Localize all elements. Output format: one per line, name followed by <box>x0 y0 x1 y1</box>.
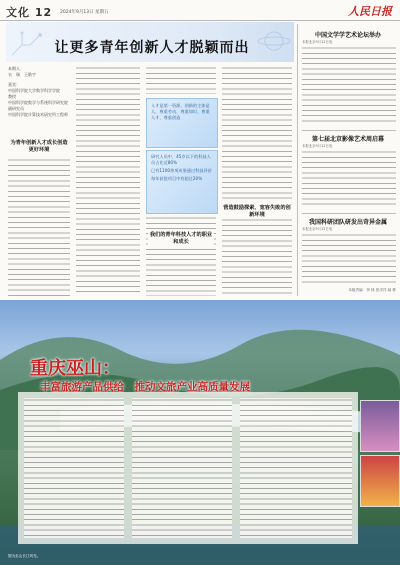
article-body-col2 <box>76 66 140 296</box>
page-title: 让更多青年创新人才脱颖而出 <box>54 40 250 56</box>
stat-2: 已有1100余项成果通过科技评价 <box>151 168 212 173</box>
stat-3: 每年获批项目中有超过20% <box>151 176 203 181</box>
byline-block <box>8 66 70 118</box>
article-body-col3-top <box>146 66 216 94</box>
news-dateline-1: 本报北京9月12日电 <box>302 40 333 44</box>
article-body-col4b <box>222 218 292 296</box>
feature-title: 重庆巫山： <box>30 358 120 379</box>
article-body-col4 <box>222 66 292 202</box>
subhead-1: 为青年创新人才成长创造更好环境 <box>10 140 68 153</box>
column-divider <box>297 24 298 296</box>
guest-2: 中国科学院数学与系统科学研究院副研究员 <box>8 100 68 111</box>
masthead <box>0 0 400 21</box>
newspaper-logo: 人民日报 <box>348 5 392 18</box>
news-body-1 <box>302 46 396 124</box>
article-body-col1 <box>8 158 70 296</box>
news-dateline-2: 本报北京9月12日电 <box>302 144 333 148</box>
feature-text-panel <box>18 392 358 544</box>
news-body-2 <box>302 150 396 208</box>
feature-subtitle: 丰富旅游产品供给 推动文旅产业高质量发展 <box>40 381 250 393</box>
issue-date: 2024年9月13日 星期五 <box>60 10 109 15</box>
subhead-2: 营造鼓励探索、宽容失败的创新环境 <box>223 205 291 218</box>
guests-label: 嘉宾： <box>8 82 20 87</box>
feature-body-col1 <box>24 398 124 538</box>
section-label: 文化 12 <box>6 6 53 19</box>
article-body-col3 <box>146 216 216 296</box>
feature-caption: 图为巫山长江风光。 <box>8 554 41 558</box>
stat-1: 研究人员中，45岁以下的科技人员占比近80% <box>151 154 211 165</box>
news-body-3 <box>302 233 396 283</box>
feature-body-col2 <box>132 398 232 538</box>
news-divider-2 <box>302 213 396 214</box>
feature-thumbnail-1 <box>360 400 400 452</box>
byline-label: 本期人： <box>8 66 24 71</box>
subhead-3: 我们的青年科技人才的职业和成长 <box>149 232 213 245</box>
stat-box <box>146 150 218 214</box>
editor-credits: 本版责编：李 林 张洋洋 郝 彬 <box>348 288 396 292</box>
highlight-box <box>146 98 218 148</box>
news-divider-1 <box>302 130 396 131</box>
guest-1: 中国科学院大学数学科学学院 <box>8 88 60 93</box>
guest-1-title: 教授 <box>8 94 16 99</box>
news-title-1: 中国文学学艺术论坛举办 <box>314 32 381 39</box>
news-title-2: 第七届北京影像艺术周启幕 <box>311 136 384 143</box>
guest-3: 中国科学院计算技术研究所工程师 <box>8 112 68 117</box>
feature-thumbnail-2 <box>360 455 400 507</box>
news-title-3: 我国科研团队研发出奇异金属 <box>308 219 387 226</box>
highlight-quote: 人才是第一资源，创新的主体是人，尊重劳动、尊重知识、尊重人才、尊重创造 <box>151 103 210 120</box>
feature-body-col3 <box>240 398 352 538</box>
byline-names: 衣 瑞 王皓宇 <box>8 72 36 77</box>
news-dateline-3: 本报北京9月12日电 <box>302 227 333 231</box>
